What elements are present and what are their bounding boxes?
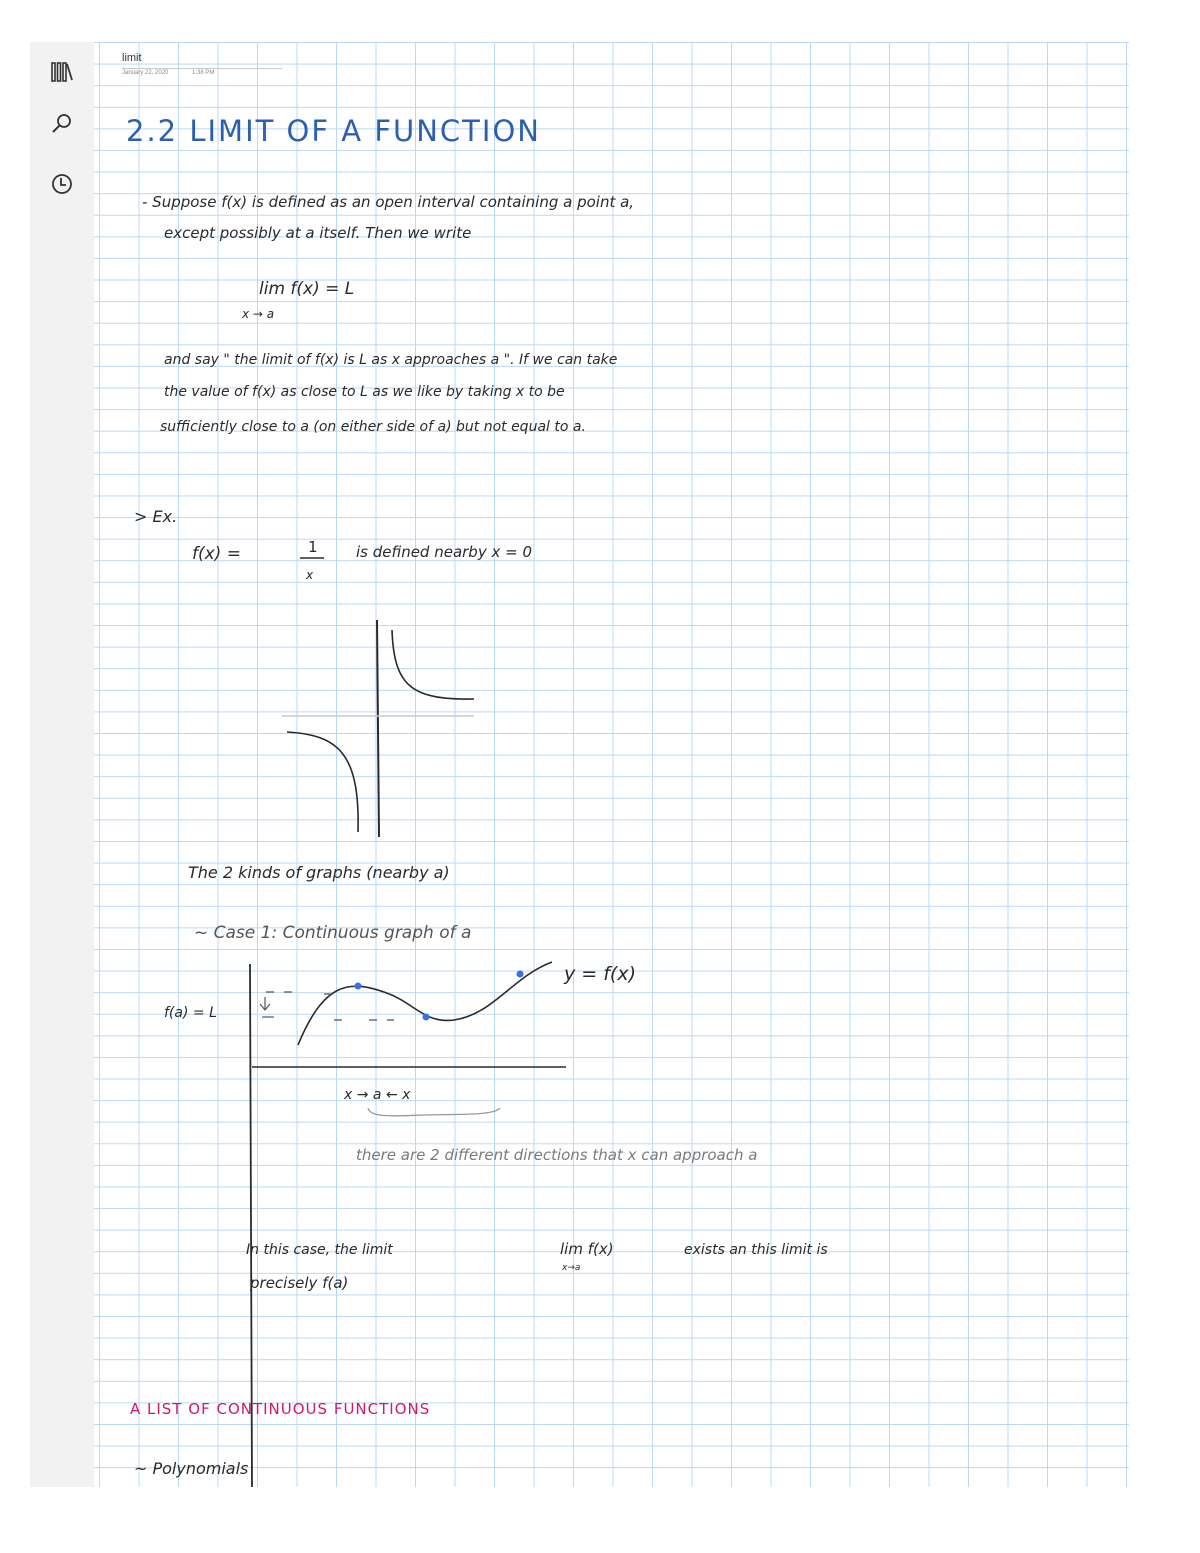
case-1-title: ~ Case 1: Continuous graph of a — [194, 923, 472, 943]
conclusion-line-3: precisely f(a) — [250, 1274, 349, 1292]
polynomials-item: ~ Polynomials — [134, 1459, 249, 1478]
definition-say-3: sufficiently close to a (on either side of a) but not equal to a. — [160, 419, 586, 435]
graph-kinds: The 2 kinds of graphs (nearby a) — [188, 863, 450, 882]
blue-point-1 — [355, 983, 362, 990]
page-date: January 22, 2020 — [122, 70, 169, 76]
approach-label: x → a ← x — [344, 1087, 411, 1103]
library-icon — [50, 60, 74, 84]
reciprocal-graph — [282, 620, 474, 837]
example-numerator: 1 — [308, 538, 318, 556]
section-heading: 2.2 LIMIT OF A FUNCTION — [126, 114, 541, 148]
notebooks-button[interactable] — [42, 52, 82, 92]
definition-say-2: the value of f(x) as close to L as we like by taking x to be — [164, 384, 565, 400]
limit-formula: lim f(x) = L — [259, 279, 355, 299]
approach-brace — [368, 1108, 500, 1116]
blue-point-3 — [517, 971, 524, 978]
definition-line-1: - Suppose f(x) is defined as an open interval containing a point a, — [142, 193, 635, 211]
list-heading: A LIST OF CONTINUOUS FUNCTIONS — [130, 1400, 431, 1418]
example-denominator: x — [306, 568, 314, 582]
directions-note: there are 2 different directions that x can approach a — [356, 1146, 758, 1164]
definition-say-1: and say " the limit of f(x) is L as x approaches a ". If we can take — [164, 352, 618, 368]
sidebar — [30, 42, 94, 1487]
page-title-input[interactable]: limit — [122, 50, 282, 69]
conclusion-line-1: In this case, the limit — [246, 1242, 393, 1258]
conclusion-line-2: exists an this limit is — [684, 1242, 828, 1258]
page-time: 1:38 PM — [192, 70, 215, 76]
limit-formula-subscript: x → a — [242, 307, 275, 321]
clock-icon — [50, 172, 74, 196]
search-icon — [50, 112, 74, 136]
curve-label: y = f(x) — [564, 963, 637, 985]
example-rest: is defined nearby x = 0 — [356, 543, 533, 561]
conclusion-lim: lim f(x) — [560, 1240, 614, 1258]
search-button[interactable] — [42, 104, 82, 144]
definition-line-2: except possibly at a itself. Then we write — [164, 224, 472, 242]
ink-layer — [94, 42, 1129, 1487]
example-fx: f(x) = — [192, 544, 241, 564]
blue-point-2 — [423, 1014, 430, 1021]
note-canvas[interactable] — [94, 42, 1129, 1487]
conclusion-lim-subscript: x→a — [562, 1263, 581, 1273]
fa-equals-l-label: f(a) = L — [164, 1005, 217, 1021]
recent-button[interactable] — [42, 164, 82, 204]
example-label: > Ex. — [134, 507, 178, 526]
